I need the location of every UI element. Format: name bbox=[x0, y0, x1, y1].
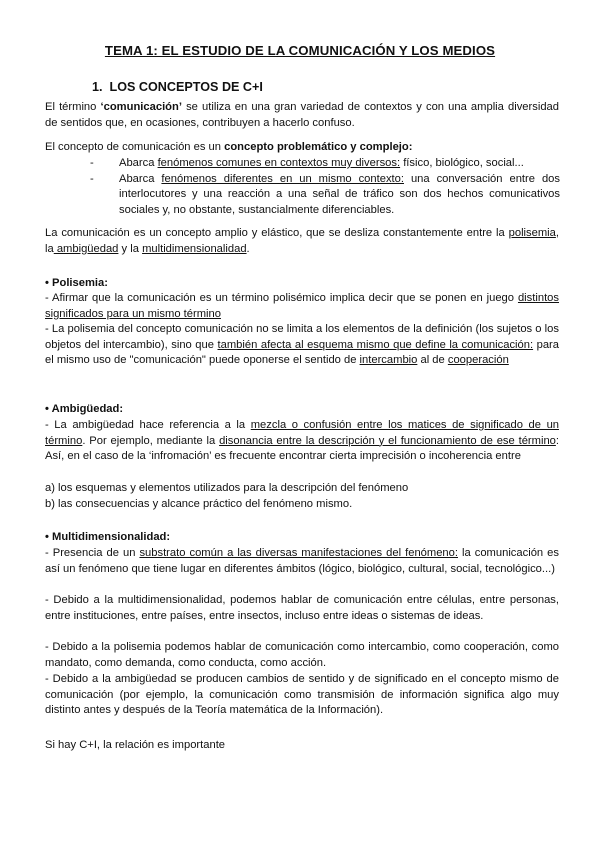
list-item bbox=[90, 156, 560, 172]
text-run: - Presencia de un bbox=[45, 547, 140, 559]
text-run: El término bbox=[45, 101, 101, 113]
underlined-text: disonancia entre la descripción y el funcionamiento de ese término bbox=[219, 434, 556, 447]
section-number: 1. bbox=[92, 80, 103, 94]
section-label: • Multidimensionalidad: bbox=[45, 531, 171, 543]
text-run: para el mismo uso de "comunicación" puede oponerse el sentido de bbox=[45, 338, 559, 366]
multidim-point bbox=[45, 546, 559, 577]
underlined-text: distintos significados para un mismo término bbox=[45, 292, 559, 320]
text-run: Abarca bbox=[119, 172, 162, 185]
closing-line: Si hay C+I, la relación es importante bbox=[45, 739, 226, 751]
text-run: físico, biológico, social... bbox=[400, 157, 524, 169]
underlined-text: cooperación bbox=[447, 354, 509, 366]
ambiguedad-option-b: b) las consecuencias y alcance práctico del fenómeno mismo. bbox=[45, 498, 353, 510]
ambiguedad-heading bbox=[45, 402, 559, 418]
multidim-point: - Debido a la multidimensionalidad, podemos hablar de comunicación entre células, entre personas, entre instituciones, entre países, entre insectos, incluso entre ideas o sistemas de ideas. bbox=[45, 594, 559, 622]
multidim-point: - Debido a la ambigüedad se producen cambios de sentido y de significado en el concepto mismo de comunicación (por ejemplo, la comunicación como transmisión de información significa algo muy distinto antes y después de la Teoría matemática de la Información). bbox=[45, 673, 559, 716]
underlined-text: intercambio bbox=[359, 354, 418, 366]
text-run: : Así, en el caso de la ‘infromación’ es frecuente encontrar cierta imprecisión o incoherencia entre bbox=[45, 434, 559, 462]
ambiguedad-point bbox=[45, 418, 559, 465]
dash-bullet: - bbox=[90, 172, 94, 185]
intro-paragraph bbox=[45, 100, 559, 131]
underlined-text: mezcla o confusión entre los matices de significado de un término bbox=[45, 419, 560, 447]
bold-term: concepto problemático y complejo: bbox=[224, 141, 413, 153]
section-label: • Polisemia: bbox=[45, 277, 108, 289]
section-label: • Ambigüedad: bbox=[45, 403, 124, 415]
polisemia-point bbox=[45, 291, 559, 322]
underlined-text: ambigüedad bbox=[53, 242, 119, 255]
text-run: al de bbox=[417, 354, 448, 366]
concept-paragraph bbox=[45, 140, 559, 156]
underlined-text: polisemia bbox=[508, 227, 556, 239]
text-run: . Por ejemplo, mediante la bbox=[82, 434, 220, 447]
text-run: Abarca bbox=[119, 157, 158, 169]
underlined-text: fenómenos diferentes en un mismo contexto: bbox=[161, 172, 404, 185]
text-run: se utiliza en una gran variedad de contextos y con una amplia diversidad de sentidos que, en ocasiones, contribuyen a hacerlo confuso. bbox=[45, 101, 560, 129]
text-run: una conversación entre dos interlocutores y una reacción a una señal de tráfico son dos hechos comunicativos sociales y, no obstante, sustancialmente diferenciables. bbox=[119, 172, 560, 216]
text-run: y la bbox=[118, 242, 143, 255]
multidim-point: - Debido a la polisemia podemos hablar de comunicación como intercambio, como cooperación, como mandato, como demanda, como conducta, como acción. bbox=[45, 641, 559, 669]
text-run: , la bbox=[45, 227, 559, 255]
summary-paragraph bbox=[45, 226, 559, 257]
underlined-text: multidimensionalidad bbox=[142, 242, 247, 255]
underlined-text: fenómenos comunes en contextos muy diversos: bbox=[157, 157, 401, 169]
section-title: LOS CONCEPTOS DE C+I bbox=[109, 80, 263, 94]
dash-bullet: - bbox=[90, 157, 94, 169]
text-run: la comunicación es así un fenómeno que tiene lugar en diferentes ámbitos (lógico, biológico, cultural, social, tecnológico...) bbox=[45, 547, 559, 575]
multidim-heading bbox=[45, 530, 559, 546]
concept-list bbox=[90, 156, 560, 218]
underlined-text: substrato común a las diversas manifestaciones del fenómeno: bbox=[139, 547, 458, 559]
ambiguedad-option-a: a) los esquemas y elementos utilizados para la descripción del fenómeno bbox=[45, 482, 409, 494]
page-title: TEMA 1: EL ESTUDIO DE LA COMUNICACIÓN Y LOS MEDIOS bbox=[104, 43, 496, 58]
text-run: El concepto de comunicación es un bbox=[45, 141, 225, 153]
polisemia-point bbox=[45, 322, 559, 369]
text-run: - La ambigüedad hace referencia a la bbox=[45, 419, 251, 431]
section-heading bbox=[92, 80, 263, 96]
text-run: - La polisemia del concepto comunicación no se limita a los elementos de la definición (los sujetos o los objetos del intercambio), sino que bbox=[45, 323, 559, 351]
polisemia-heading bbox=[45, 276, 559, 292]
bold-term: ‘comunicación’ bbox=[100, 101, 182, 113]
text-run: - Afirmar que la comunicación es un término polisémico implica decir que se ponen en juego bbox=[45, 292, 518, 304]
list-item bbox=[90, 172, 560, 219]
text-run: La comunicación es un concepto amplio y elástico, que se desliza constantemente entre la bbox=[45, 227, 509, 239]
underlined-text: también afecta al esquema mismo que define la comunicación: bbox=[217, 338, 534, 351]
text-run: . bbox=[246, 242, 250, 255]
